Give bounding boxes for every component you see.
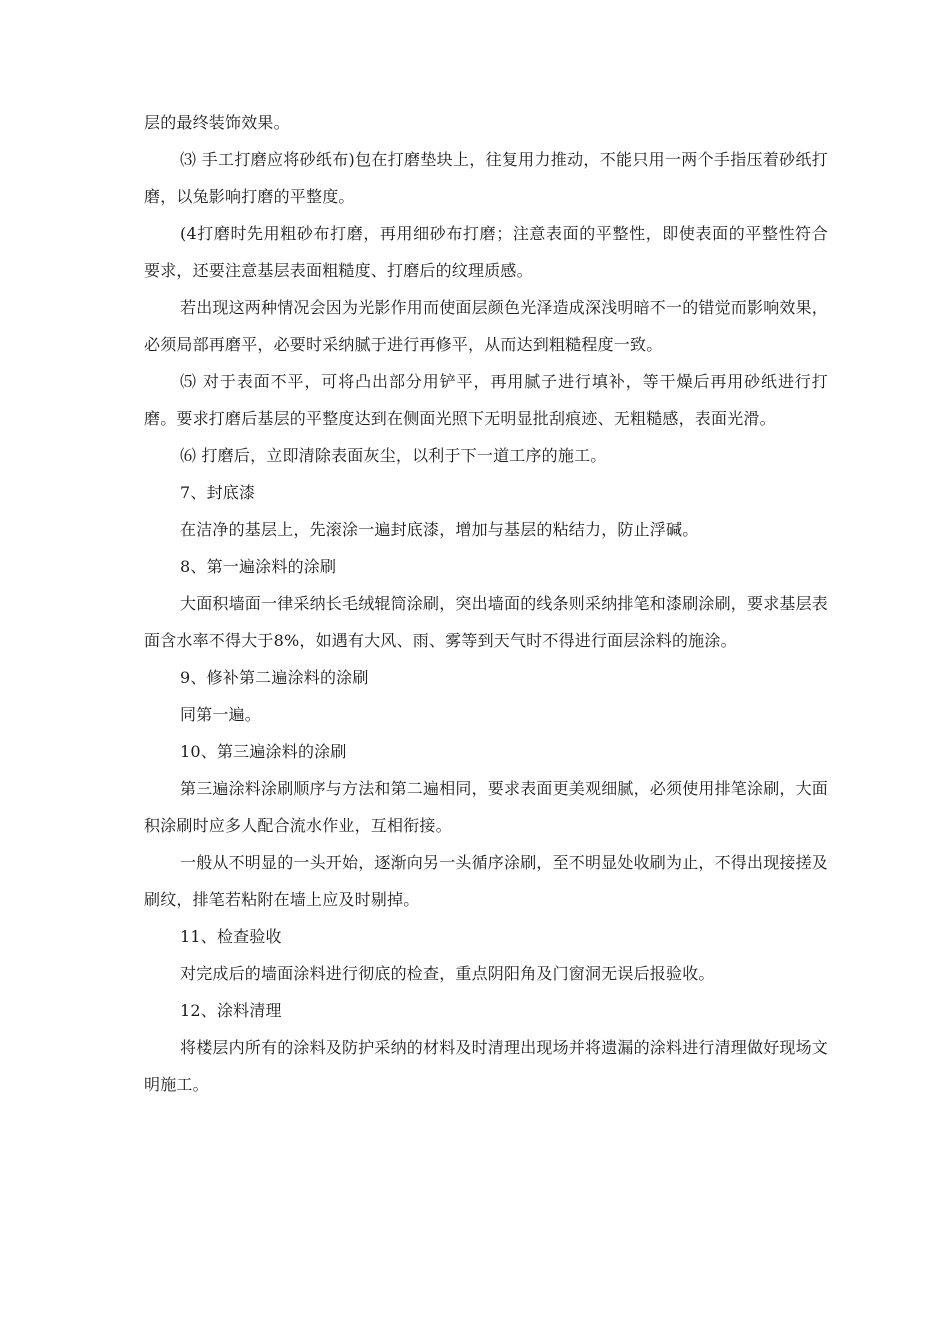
document-body <box>144 104 828 1103</box>
paragraph-2: ⑶ 手工打磨应将砂纸布)包在打磨垫块上，往复用力推动，不能只用一两个手指压着砂纸打磨，以兔影响打磨的平整度。 <box>144 150 828 206</box>
paragraph-3: (4打磨时先用粗砂布打磨，再用细砂布打磨；注意表面的平整性，即使表面的平整性符合要求，还要注意基层表面粗糙度、打磨后的纹理质感。 <box>144 224 828 280</box>
paragraph-1: 层的最终装饰效果。 <box>144 113 290 132</box>
paragraph-5: ⑸ 对于表面不平，可将凸出部分用铲平，再用腻子进行填补，等干燥后再用砂纸进行打磨。要求打磨后基层的平整度达到在侧面光照下无明显批刮痕迹、无粗糙感，表面光滑。 <box>144 372 828 428</box>
paragraph-6: ⑹ 打磨后，立即清除表面灰尘，以利于下一道工序的施工。 <box>180 446 607 465</box>
paragraph-10b: 一般从不明显的一头开始，逐渐向另一头循序涂刷，至不明显处收刷为止，不得出现接搓及刷纹，排笔若粘附在墙上应及时剔掉。 <box>144 853 829 909</box>
section-heading-10: 10、第三遍涂料的涂刷 <box>180 742 347 761</box>
paragraph-11: 对完成后的墙面涂料进行彻底的检查，重点阴阳角及门窗洞无误后报验收。 <box>180 964 715 983</box>
paragraph-8: 大面积墙面一律采纳长毛绒辊筒涂刷，突出墙面的线条则采纳排笔和漆刷涂刷，要求基层表面含水率不得大于8%，如遇有大风、雨、雾等到天气时不得进行面层涂料的施涂。 <box>144 594 829 650</box>
paragraph-10a: 第三遍涂料涂刷顺序与方法和第二遍相同，要求表面更美观细腻，必须使用排笔涂刷，大面积涂刷时应多人配合流水作业，互相衔接。 <box>144 779 829 835</box>
section-heading-7: 7、封底漆 <box>180 483 256 502</box>
paragraph-12: 将楼层内所有的涂料及防护采纳的材料及时清理出现场并将遗漏的涂料进行清理做好现场文明施工。 <box>144 1038 829 1094</box>
paragraph-9: 同第一遍。 <box>180 705 262 724</box>
section-heading-8: 8、第一遍涂料的涂刷 <box>180 557 337 576</box>
section-heading-12: 12、涂料清理 <box>180 1001 282 1020</box>
section-heading-11: 11、检查验收 <box>180 927 282 946</box>
paragraph-7: 在洁净的基层上，先滚涂一遍封底漆，增加与基层的粘结力，防止浮碱。 <box>180 520 699 539</box>
section-heading-9: 9、修补第二遍涂料的涂刷 <box>180 668 369 687</box>
paragraph-4: 若出现这两种情况会因为光影作用而使面层颜色光泽造成深浅明暗不一的错觉而影响效果，必须局部再磨平，必要时采纳腻于进行再修平，从而达到粗糙程度一致。 <box>144 298 829 354</box>
